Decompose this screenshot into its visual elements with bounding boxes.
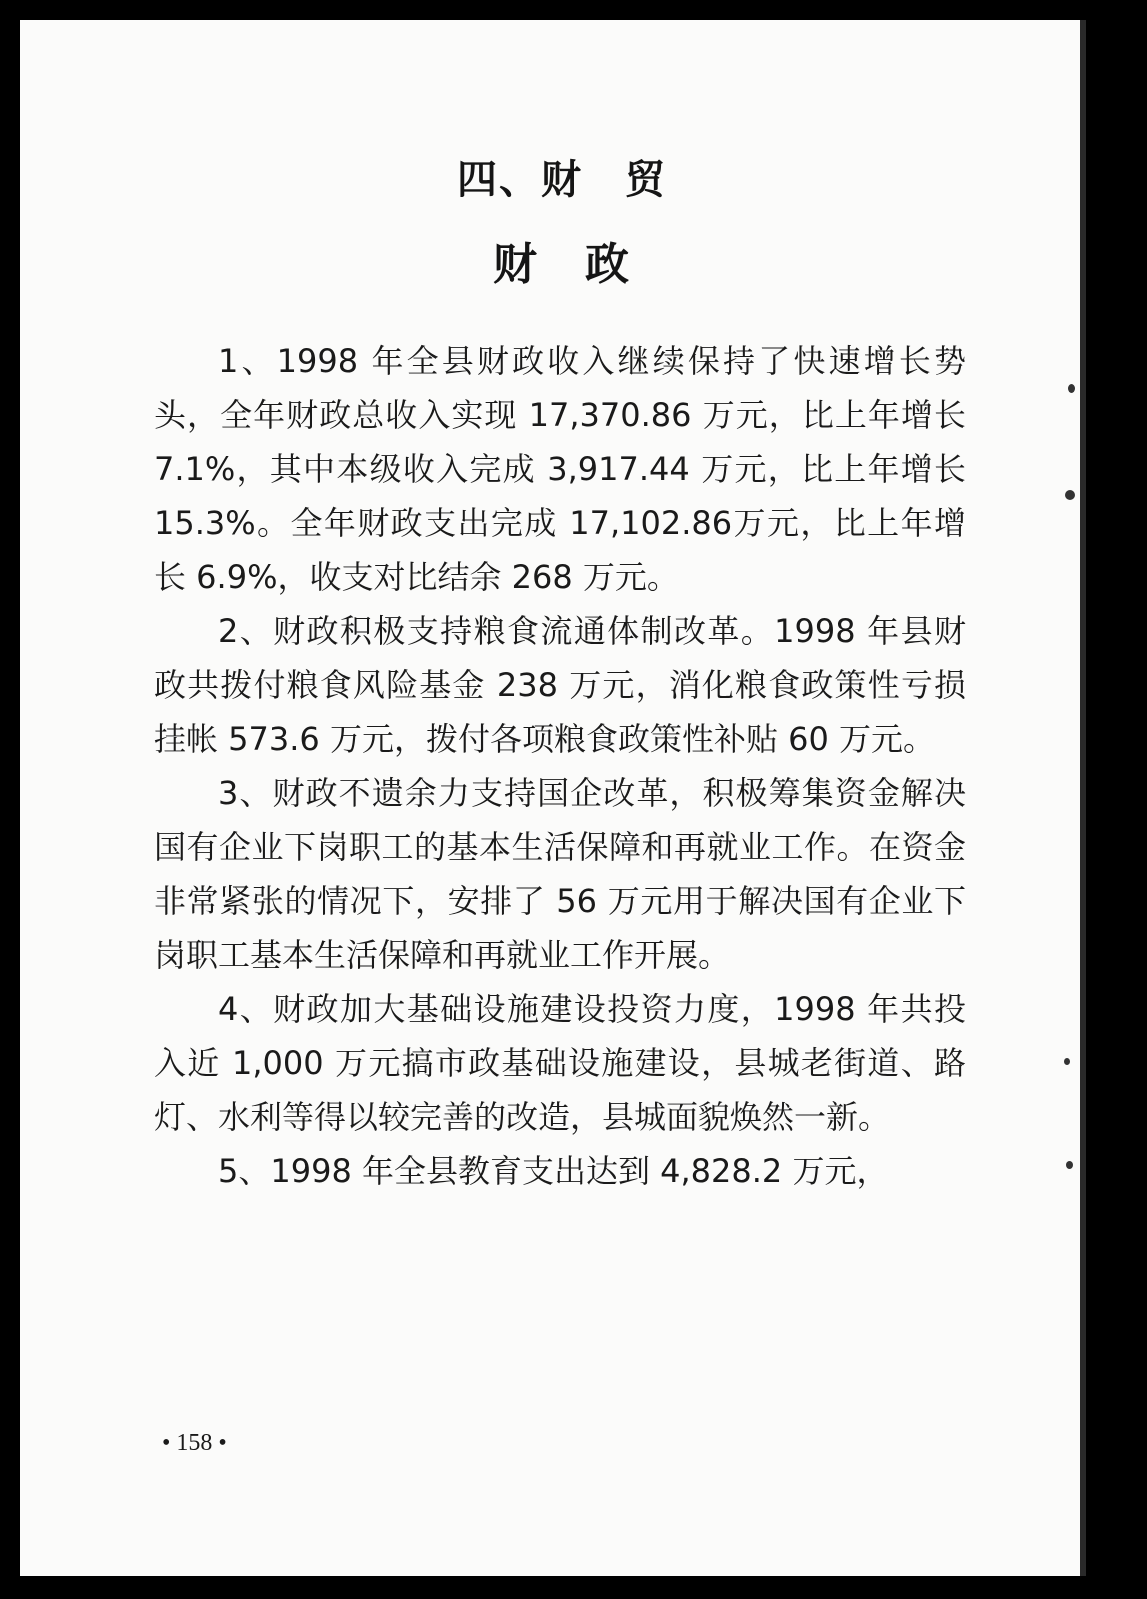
body-text: [154, 334, 966, 1198]
subsection-title: 财 政: [493, 239, 631, 290]
scan-speck: [1064, 1058, 1070, 1065]
paragraph-3: 3、财政不遗余力支持国企改革，积极筹集资金解决国有企业下岗职工的基本生活保障和再就业工作。在资金非常紧张的情况下，安排了 56 万元用于解决国有企业下岗职工基本生活保障和再就业工作开展。: [154, 774, 966, 974]
paragraph-2: 2、财政积极支持粮食流通体制改革。1998 年县财政共拨付粮食风险基金 238 万元，消化粮食政策性亏损挂帐 573.6 万元，拨付各项粮食政策性补贴 60 万元。: [154, 612, 966, 758]
scan-speck: [1065, 490, 1075, 500]
paragraph-4: 4、财政加大基础设施建设投资力度，1998 年共投入近 1,000 万元搞市政基础设施建设，县城老街道、路灯、水利等得以较完善的改造，县城面貌焕然一新。: [154, 990, 966, 1136]
scan-edge: [1080, 20, 1086, 1576]
page-number: • 158 •: [162, 1430, 227, 1456]
scan-speck: [1068, 384, 1075, 393]
paragraph-5: 5、1998 年全县教育支出达到 4,828.2 万元，: [218, 1152, 889, 1190]
scan-speck: [1066, 1161, 1073, 1169]
document-page: [20, 20, 1080, 1576]
section-title: 四、财 贸: [457, 157, 667, 203]
paragraph-1: 1、1998 年全县财政收入继续保持了快速增长势头，全年财政总收入实现 17,370.86 万元，比上年增长 7.1%，其中本级收入完成 3,917.44 万元，比上年增长 15.3%。全年财政支出完成 17,102.86万元，比上年增长 6.9%，收支对比结余 268 万元。: [154, 342, 966, 596]
